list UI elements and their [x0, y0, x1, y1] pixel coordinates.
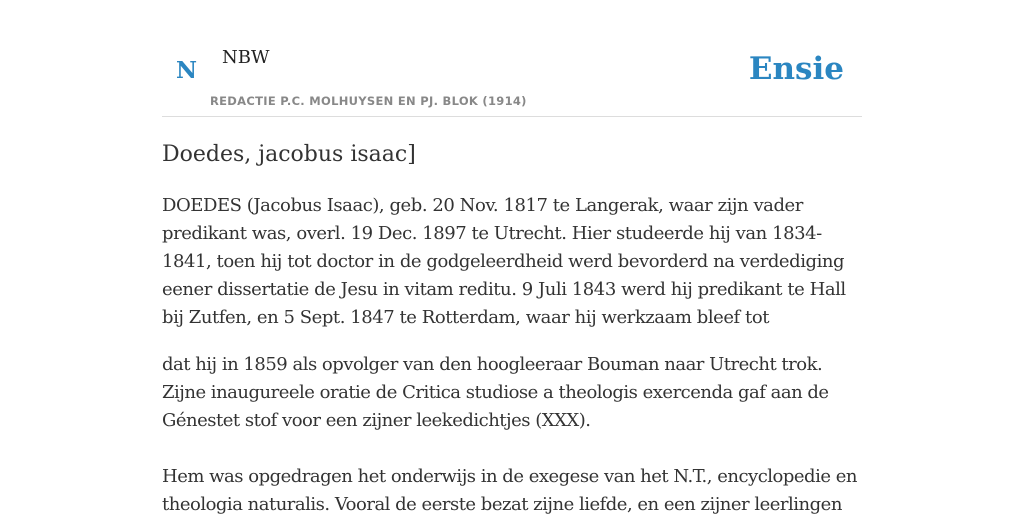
source-editors: REDACTIE P.C. MOLHUYSEN EN PJ. BLOK (1914) [210, 94, 527, 108]
brand-logo[interactable]: Ensie [748, 51, 844, 87]
article-paragraph: dat hij in 1859 als opvolger van den hoogleeraar Bouman naar Utrecht trok. Zijne inaugureele oratie de Critica studiose a theologis exercenda gaf aan de Génestet stof voor een zijner leekedichtjes (XXX). [162, 354, 829, 431]
source-name[interactable]: NBW [222, 47, 270, 68]
article-title: Doedes, jacobus isaac] [162, 142, 416, 167]
source-logo-icon: N [176, 57, 198, 84]
article-body [162, 192, 862, 519]
article-paragraph: DOEDES (Jacobus Isaac), geb. 20 Nov. 1817 te Langerak, waar zijn vader predikant was, overl. 19 Dec. 1897 te Utrecht. Hier studeerde hij van 1834-1841, toen hij tot doctor in de godgeleerdheid werd bevorderd na verdediging eener dissertatie de Jesu in vitam reditu. 9 Juli 1843 werd hij predikant te Hall bij Zutfen, en 5 Sept. 1847 te Rotterdam, waar hij werkzaam bleef tot [162, 195, 846, 328]
article-paragraph: Hem was opgedragen het onderwijs in de exegese van het N.T., encyclopedie en theologia naturalis. Vooral de eerste bezat zijne liefde, en een zijner leerlingen [162, 466, 857, 515]
page-header [162, 0, 862, 117]
